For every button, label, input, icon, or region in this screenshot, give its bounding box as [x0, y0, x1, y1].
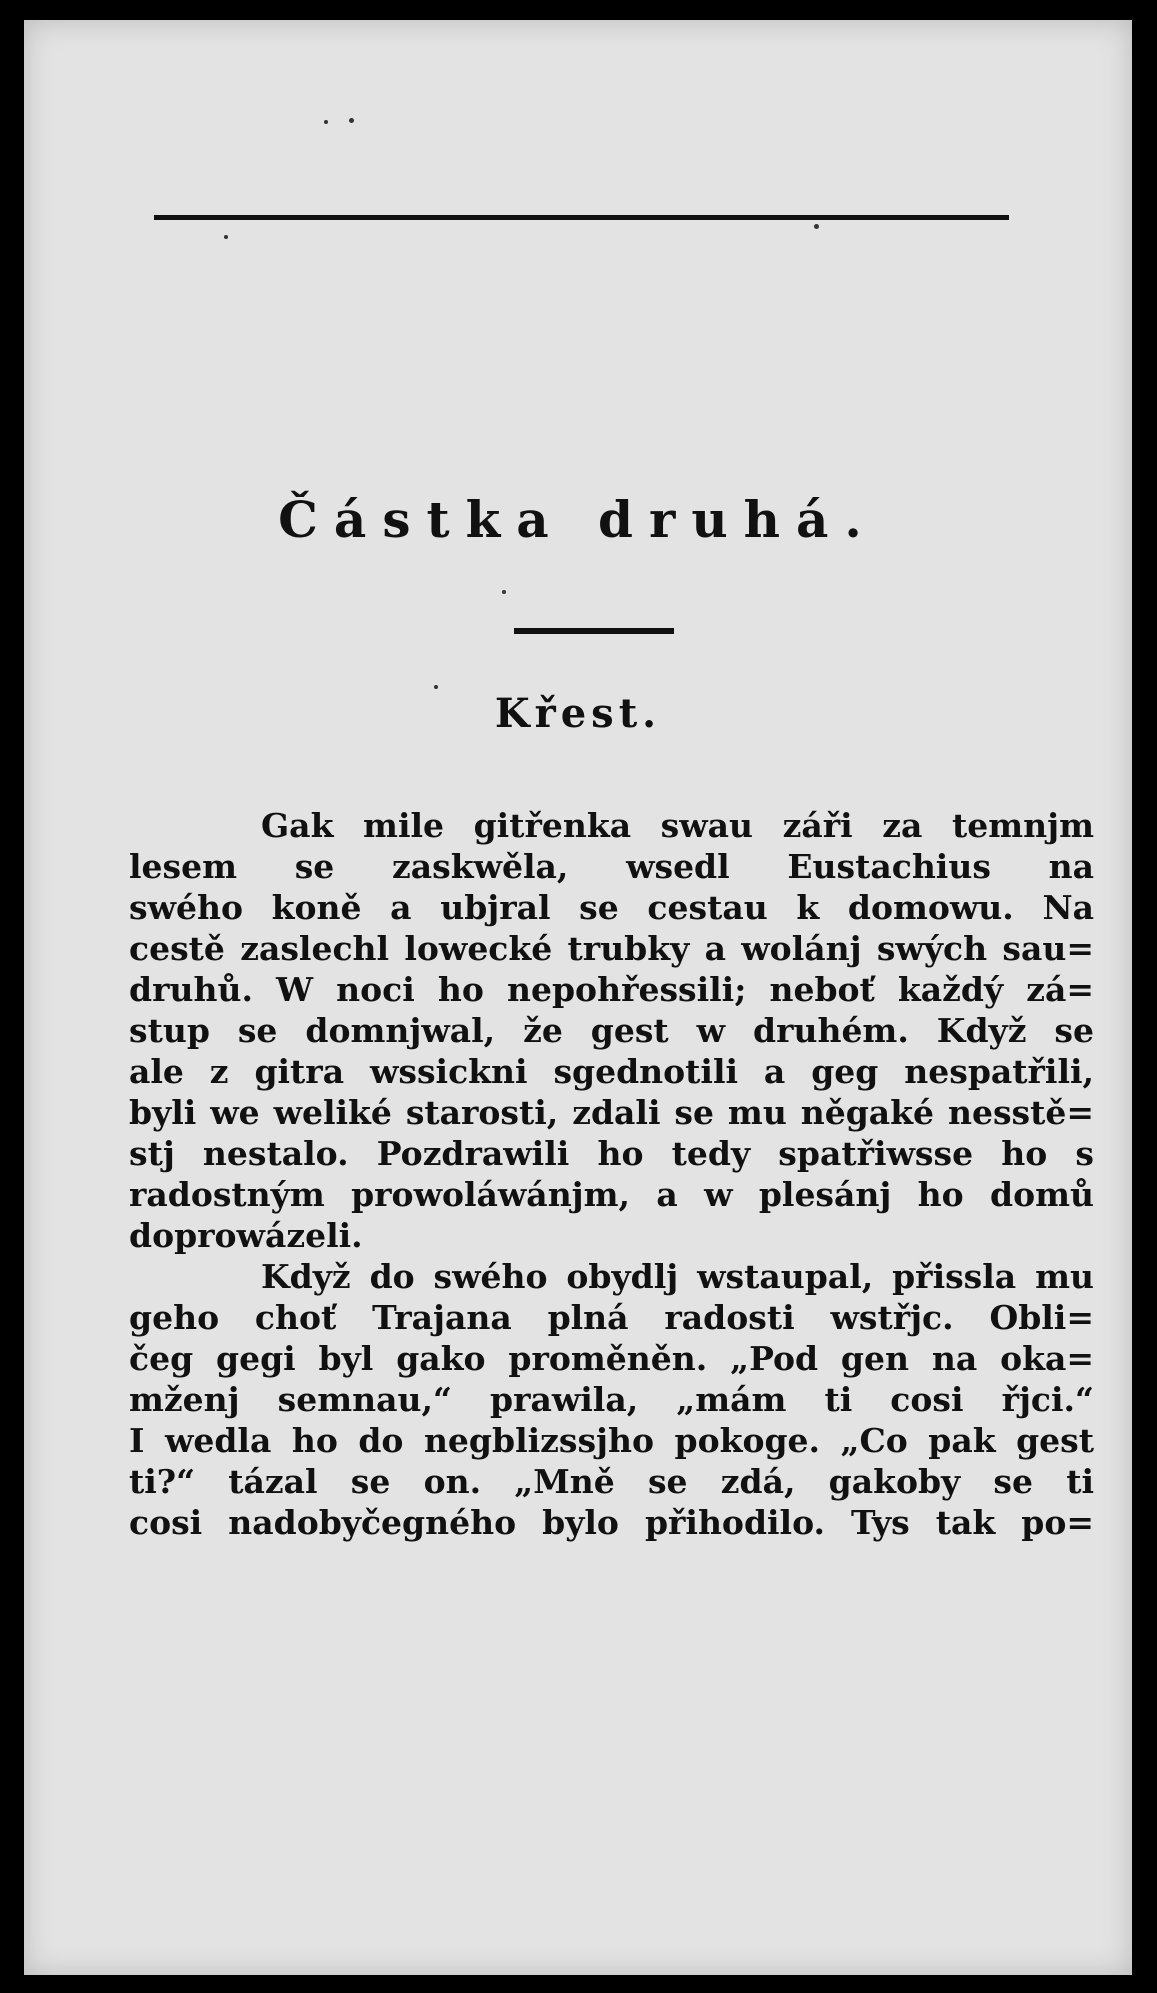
- paragraph: [129, 805, 1094, 1256]
- text-line: radostným prowoláwánjm, a w plesánj ho domů: [129, 1175, 1094, 1214]
- text-line: stup se domnjwal, že gest w druhém. Když se: [129, 1011, 1094, 1050]
- paragraph: [129, 1256, 1094, 1543]
- text-line: swého koně a ubjral se cestau k domowu. Na: [129, 888, 1094, 927]
- page-speck: [434, 685, 438, 689]
- top-rule: [154, 215, 1009, 220]
- text-line: geho choť Trajana plná radosti wstřjc. Obli=: [129, 1298, 1094, 1337]
- text-line: mženj semnau,“ prawila, „mám ti cosi řjci.“: [129, 1380, 1094, 1419]
- text-line: Když do swého obydlj wstaupal, přissla mu: [261, 1257, 1094, 1296]
- text-line: I wedla ho do negblizssjho pokoge. „Co pak gest: [129, 1421, 1094, 1460]
- text-line: cosi nadobyčegného bylo přihodilo. Tys tak po=: [129, 1503, 1094, 1542]
- page-speck: [814, 224, 819, 229]
- text-line: byli we weliké starosti, zdali se mu něgaké nesstě=: [129, 1093, 1094, 1132]
- title-rule: [514, 628, 674, 634]
- text-line: lesem se zaskwěla, wsedl Eustachius na: [129, 847, 1094, 886]
- text-line: druhů. W noci ho nepohřessili; neboť každý zá=: [129, 970, 1094, 1009]
- text-line: ti?“ tázal se on. „Mně se zdá, gakoby se ti: [129, 1462, 1094, 1501]
- page-speck: [324, 120, 328, 124]
- body-text: [129, 805, 1094, 1543]
- text-line: Gak mile gitřenka swau záři za temnjm: [261, 806, 1094, 845]
- text-line: čeg gegi byl gako proměněn. „Pod gen na oka=: [129, 1339, 1094, 1378]
- text-line: stj nestalo. Pozdrawili ho tedy spatřiwsse ho s: [129, 1134, 1094, 1173]
- page-speck: [224, 235, 228, 239]
- page-speck: [502, 590, 506, 594]
- page-speck: [349, 118, 354, 123]
- book-page: [24, 20, 1132, 1975]
- text-line: doprowázeli.: [129, 1216, 363, 1255]
- chapter-heading: Křest.: [494, 690, 662, 737]
- text-line: ale z gitra wssickni sgednotili a geg nespatřili,: [129, 1052, 1094, 1091]
- part-title: Částka druhá.: [278, 490, 878, 549]
- text-line: cestě zaslechl lowecké trubky a wolánj swých sau=: [129, 929, 1094, 968]
